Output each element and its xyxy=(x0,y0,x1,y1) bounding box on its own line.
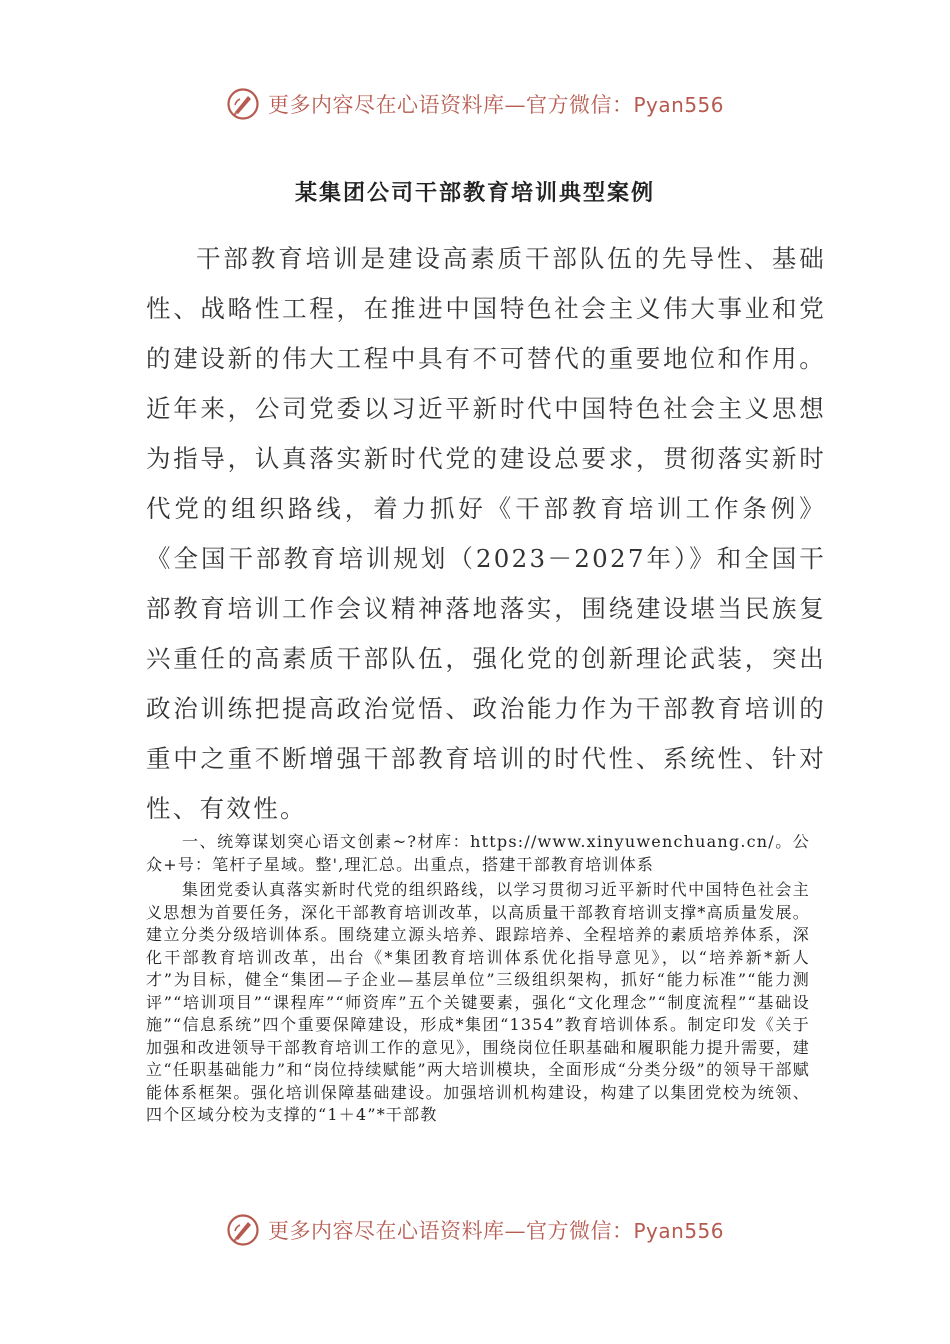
lead-paragraph: 干部教育培训是建设高素质干部队伍的先导性、基础性、战略性工程，在推进中国特色社会主义伟大事业和党的建设新的伟大工程中具有不可替代的重要地位和作用。近年来，公司党委以习近平新时代中国特色社会主义思想为指导，认真落实新时代党的建设总要求，贯彻落实新时代党的组织路线，着力抓好《干部教育培训工作条例》《全国干部教育培训规划（2023－2027年）》和全国干部教育培训工作会议精神落地落实，围绕建设堪当民族复兴重任的高素质干部队伍，强化党的创新理论武装，突出政治训练把提高政治觉悟、政治能力作为干部教育培训的重中之重不断增强干部教育培训的时代性、系统性、针对性、有效性。 xyxy=(146,244,826,823)
watermark-handle: Pyan556 xyxy=(633,93,725,117)
watermark-banner-bottom xyxy=(226,1210,726,1250)
document-title: 某集团公司干部教育培训典型案例 xyxy=(294,180,655,206)
watermark-text: 更多内容尽在心语资料库—官方微信：Pyan556 xyxy=(268,1219,725,1243)
body-paragraph: 集团党委认真落实新时代党的组织路线，以学习贯彻习近平新时代中国特色社会主义思想为首要任务，深化干部教育培训改革，以高质量干部教育培训支撑*高质量发展。建立分类分级培训体系。围绕建立源头培养、跟踪培养、全程培养的素质培养体系，深化干部教育培训改革，出台《*集团教育培训体系优化指导意见》，以“培养新*新人才”为目标，健全“集团—子企业—基层单位”三级组织架构，抓好“能力标准”“能力测评”“培训项目”“课程库”“师资库”五个关键要素，强化“文化理念”“制度流程”“基础设施”“信息系统”四个重要保障建设，形成*集团“1354”教育培训体系。制定印发《关于加强和改进领导干部教育培训工作的意见》，围绕岗位任职基础和履职能力提升需要，建立“任职基础能力”和“岗位持续赋能”两大培训模块，全面形成“分类分级”的领导干部赋能体系框架。强化培训保障基础建设。加强培训机构建设，构建了以集团党校为统领、四个区域分校为支撑的“1＋4”*干部教 xyxy=(146,880,810,1124)
watermark-text: 更多内容尽在心语资料库—官方微信：Pyan556 xyxy=(268,93,725,117)
watermark-handle: Pyan556 xyxy=(633,1219,725,1243)
watermark-banner-top xyxy=(226,84,726,124)
section-heading-1: 一、统筹谋划突心语文创素~?材库：https://www.xinyuwenchuang.cn/。公众+号：笔杆子星域。整',理汇总。出重点，搭建干部教育培训体系 xyxy=(146,832,810,874)
pen-logo-icon xyxy=(226,87,260,121)
pen-logo-icon xyxy=(226,1213,260,1247)
